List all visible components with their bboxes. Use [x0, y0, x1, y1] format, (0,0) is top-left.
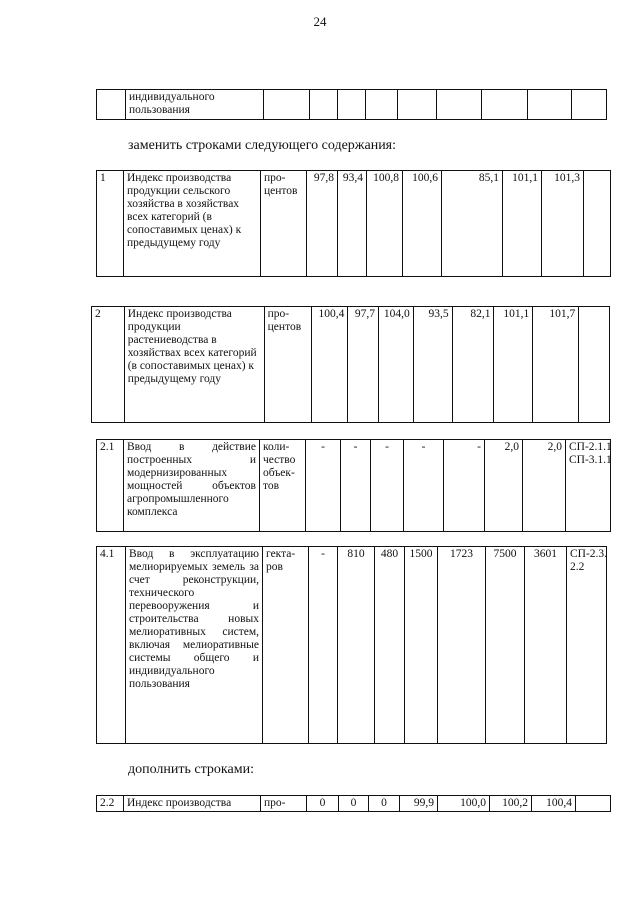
row-number: 2.2: [97, 796, 124, 812]
table-fragment-top: [96, 89, 607, 120]
table-indicator-1: [96, 170, 611, 277]
unit-cell: коли-чество объек-тов: [260, 440, 306, 532]
code-cell: [584, 171, 611, 277]
value-cell: [310, 90, 338, 120]
code-cell: СП-2.3. 2.2: [567, 547, 607, 744]
value-cell: [366, 90, 398, 120]
value-cell: -: [341, 440, 371, 532]
value-cell: -: [306, 440, 341, 532]
unit-cell: про-центов: [264, 307, 311, 423]
value-cell: 97,8: [307, 171, 338, 277]
table-indicator-2-1: [96, 439, 611, 532]
indicator-name: Индекс производства: [124, 796, 261, 812]
indicator-name: Ввод в эксплуатацию мелиорируемых земель за счет реконструкции, технического перевооружения и строительства новых мелиоративных систем, включая мелиоративные системы общего и индивидуального пользования: [126, 547, 263, 744]
value-cell: 7500: [486, 547, 525, 744]
value-cell: 104,0: [379, 307, 414, 423]
heading-add: дополнить строками:: [128, 762, 254, 777]
table-row: [97, 171, 611, 277]
value-cell: 82,1: [452, 307, 494, 423]
code-cell: СП-2.1.1 СП-3.1.1: [566, 440, 611, 532]
value-cell: 1500: [405, 547, 438, 744]
value-cell: 2,0: [523, 440, 566, 532]
value-cell: 0: [369, 796, 400, 812]
value-cell: 3601: [525, 547, 567, 744]
value-cell: [482, 90, 528, 120]
value-cell: 100,4: [311, 307, 348, 423]
value-cell: -: [309, 547, 338, 744]
unit-cell: [264, 90, 310, 120]
value-cell: 0: [307, 796, 339, 812]
value-cell: 101,1: [494, 307, 533, 423]
value-cell: 480: [375, 547, 405, 744]
unit-cell: про-центов: [261, 171, 307, 277]
indicator-name: Ввод в действие построенных и модернизированных мощностей объектов агропромышленного комплекса: [124, 440, 260, 532]
table-row: [97, 440, 611, 532]
unit-cell: гекта-ров: [263, 547, 309, 744]
heading-replace: заменить строками следующего содержания:: [128, 138, 397, 153]
value-cell: 1723: [438, 547, 486, 744]
table-row: [92, 307, 610, 423]
value-cell: 85,1: [442, 171, 503, 277]
row-number: 2: [92, 307, 125, 423]
table-row: [97, 90, 607, 120]
table-row: [97, 796, 611, 812]
value-cell: [398, 90, 437, 120]
value-cell: -: [404, 440, 444, 532]
row-number: 4.1: [97, 547, 126, 744]
value-cell: [528, 90, 572, 120]
value-cell: 93,4: [338, 171, 367, 277]
value-cell: -: [444, 440, 485, 532]
indicator-name: индивидуального пользования: [126, 90, 264, 120]
value-cell: 97,7: [348, 307, 379, 423]
row-number: 1: [97, 171, 124, 277]
unit-cell: про-: [261, 796, 307, 812]
code-cell: [576, 796, 611, 812]
indicator-name: Индекс производства продукции растениеводства в хозяйствах всех категорий (в сопоставимых ценах) к предыдущему году: [124, 307, 264, 423]
code-cell: [572, 90, 607, 120]
value-cell: 2,0: [485, 440, 523, 532]
table-indicator-2-2: [96, 795, 611, 812]
value-cell: 100,2: [490, 796, 532, 812]
value-cell: 0: [339, 796, 369, 812]
value-cell: [437, 90, 482, 120]
value-cell: 101,7: [533, 307, 579, 423]
value-cell: 93,5: [413, 307, 452, 423]
code-cell: [579, 307, 610, 423]
value-cell: 99,9: [400, 796, 438, 812]
value-cell: 100,4: [532, 796, 576, 812]
value-cell: 810: [338, 547, 375, 744]
table-row: [97, 547, 607, 744]
value-cell: -: [371, 440, 404, 532]
value-cell: 100,0: [438, 796, 490, 812]
page-number: 24: [313, 14, 327, 29]
indicator-name: Индекс производства продукции сельского хозяйства в хозяйствах всех категорий (в сопоставимых ценах) к предыдущему году: [124, 171, 261, 277]
value-cell: 100,8: [367, 171, 403, 277]
value-cell: 101,1: [503, 171, 542, 277]
value-cell: [338, 90, 366, 120]
row-number: [97, 90, 126, 120]
table-indicator-2: [91, 306, 610, 423]
row-number: 2.1: [97, 440, 124, 532]
value-cell: 100,6: [403, 171, 442, 277]
value-cell: 101,3: [542, 171, 584, 277]
table-indicator-4-1: [96, 546, 607, 744]
